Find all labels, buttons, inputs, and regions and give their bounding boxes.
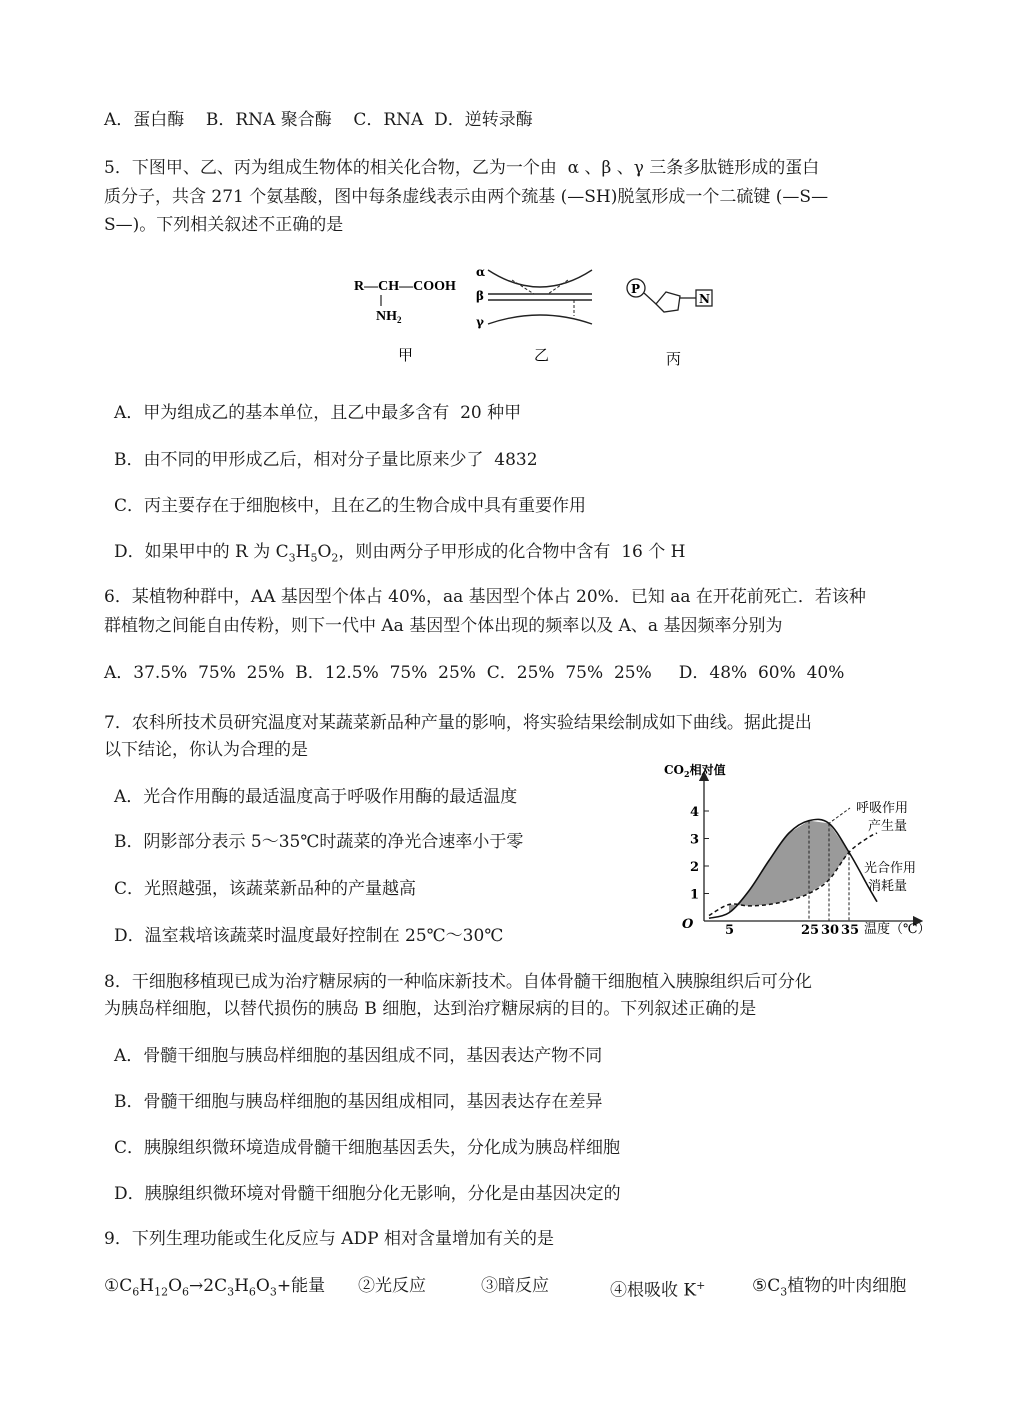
x-tick-label: 35 (841, 923, 860, 938)
x-tick-label: 25 (801, 923, 820, 938)
shaded-region (729, 821, 849, 913)
q5-figure-svg (350, 262, 730, 372)
chain-gamma-label: γ (476, 315, 484, 329)
q8-option-d: D．胰腺组织微环境对骨髓干细胞分化无影响，分化是由基因决定的 (114, 1184, 621, 1204)
jia-formula-top: R—CH—COOH (354, 279, 456, 294)
phosphate-label: P (631, 282, 641, 296)
q5-stem-line1: 5．下图甲、乙、丙为组成生物体的相关化合物，乙为一个由 α 、β 、γ 三条多肽链形成的蛋白 (104, 158, 820, 178)
q9-stem: 9．下列生理功能或生化反应与 ADP 相对含量增加有关的是 (104, 1229, 554, 1249)
q7-chart (660, 756, 950, 946)
caption-bing: 丙 (666, 350, 682, 368)
q8-stem-line2: 为胰岛样细胞，以替代损伤的胰岛 B 细胞，达到治疗糖尿病的目的。下列叙述正确的是 (104, 999, 757, 1019)
q7-stem-line1: 7．农科所技术员研究温度对某蔬菜新品种产量的影响，将实验结果绘制成如下曲线。据此提出 (104, 713, 812, 733)
respiration-label-leader (828, 808, 850, 824)
q9-item-1: $①C_6H_{12}O_6\to 2C_3H_6O_3+$能量 (104, 1276, 326, 1299)
x-ticks (725, 923, 859, 938)
q4-options: A．蛋白酶 B．RNA 聚合酶 C．RNA D．逆转录酶 (104, 110, 533, 130)
q5-figure (350, 262, 730, 372)
y-ticks (690, 805, 709, 903)
chain-beta-label: β (476, 289, 484, 303)
q8-stem-line1: 8．干细胞移植现已成为治疗糖尿病的一种临床新技术。自体骨髓干细胞植入胰腺组织后可分化 (104, 972, 812, 992)
q7-chart-svg (660, 756, 950, 946)
q5-option-d: D．如果甲中的 R 为 $C_3H_5O_2$，则由两分子甲形成的化合物中含有 16 个 H (114, 542, 686, 565)
q7-stem-line2: 以下结论，你认为合理的是 (104, 740, 308, 760)
q9-item-4: ④根吸收 K+ (610, 1279, 706, 1301)
q5-option-a: A．甲为组成乙的基本单位，且乙中最多含有 20 种甲 (114, 403, 522, 423)
pentose-ring (656, 292, 680, 312)
base-label: N (699, 292, 710, 306)
q7-option-c: C．光照越强，该蔬菜新品种的产量越高 (114, 879, 417, 899)
q5-option-c: C．丙主要存在于细胞核中，且在乙的生物合成中具有重要作用 (114, 496, 587, 516)
q5-stem-line3: S—)。下列相关叙述不正确的是 (104, 215, 344, 235)
q8-option-a: A．骨髓干细胞与胰岛样细胞的基因组成不同，基因表达产物不同 (114, 1046, 603, 1066)
q9-item-5: $⑤C_3$植物的叶肉细胞 (752, 1276, 907, 1299)
chain-alpha-label: α (476, 265, 486, 279)
origin-label: O (682, 917, 694, 932)
y-tick-label: 4 (690, 805, 700, 820)
chain-alpha (488, 270, 592, 287)
q6-options: A．37.5% 75% 25% B．12.5% 75% 25% C．25% 75% 25% D．48% 60% 40% (104, 663, 845, 683)
q7-option-a: A．光合作用酶的最适温度高于呼吸作用酶的最适温度 (114, 787, 518, 807)
x-axis-label: 温度（℃） (864, 922, 931, 937)
q6-stem-line1: 6．某植物种群中，AA 基因型个体占 40%，aa 基因型个体占 20%．已知 aa 在开花前死亡．若该种 (104, 587, 866, 607)
q8-option-c: C．胰腺组织微环境造成骨髓干细胞基因丢失，分化成为胰岛样细胞 (114, 1138, 621, 1158)
photosynthesis-label-1: 光合作用 (864, 861, 917, 876)
x-tick-label: 30 (821, 923, 840, 938)
y-axis-label: $CO_2$相对值 (664, 763, 726, 779)
q5-stem-line2: 质分子，共含 271 个氨基酸，图中每条虚线表示由两个巯基 (—SH)脱氢形成一个二硫键 (—S— (104, 187, 829, 207)
disulfide-bond-2 (548, 280, 568, 294)
q5-option-b: B．由不同的甲形成乙后，相对分子量比原来少了 4832 (114, 450, 538, 470)
q8-option-b: B．骨髓干细胞与胰岛样细胞的基因组成相同，基因表达存在差异 (114, 1092, 603, 1112)
respiration-label-1: 呼吸作用 (856, 801, 909, 816)
q7-option-d: D．温室栽培该蔬菜时温度最好控制在 25℃～30℃ (114, 926, 504, 946)
phosphate-bond (644, 293, 656, 304)
x-tick-label: 5 (725, 923, 735, 938)
q7-option-b: B．阴影部分表示 5～35℃时蔬菜的净光合速率小于零 (114, 832, 524, 852)
q9-item-2: ②光反应 (358, 1276, 426, 1296)
jia-formula-bottom: $NH_2$ (376, 309, 402, 325)
q9-item-3: ③暗反应 (481, 1276, 549, 1296)
caption-yi: 乙 (534, 346, 550, 364)
y-tick-label: 3 (690, 832, 700, 848)
q6-stem-line2: 群植物之间能自由传粉，则下一代中 Aa 基因型个体出现的频率以及 A、a 基因频率分别为 (104, 616, 783, 636)
y-tick-label: 1 (690, 887, 700, 903)
respiration-label-2: 产生量 (868, 819, 908, 834)
caption-jia: 甲 (398, 346, 414, 364)
photosynthesis-label-2: 消耗量 (868, 879, 908, 894)
chain-gamma (488, 315, 592, 324)
y-tick-label: 2 (690, 860, 700, 875)
